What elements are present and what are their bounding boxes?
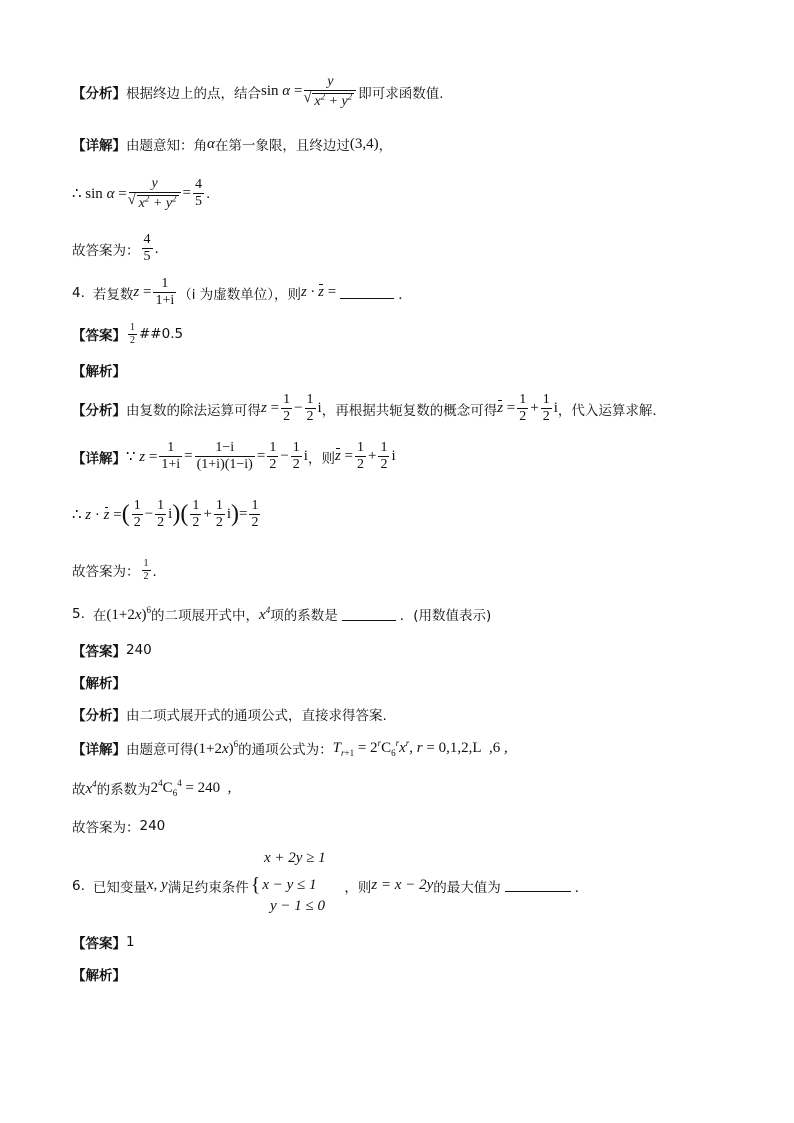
detail-tag: 【详解】: [72, 138, 126, 154]
q6-constraint-1: x + 2y ≥ 1: [264, 850, 326, 866]
q5-stem: 5. 在 $(1+2x)^6$ 的二项展开式中， $x^4$ 项的系数是 ．(用数值表示): [72, 604, 492, 624]
q6-jiexi: 【解析】: [72, 968, 126, 984]
q6-constraint-3: y − 1 ≤ 0: [270, 898, 326, 914]
q3-analysis-text1: 根据终边上的点，结合: [126, 85, 261, 102]
q5-answer: 【答案】 240: [72, 642, 152, 660]
q4-therefore: ∴ z · z = ( $\frac{1}{2}$ − $\frac{1}{2}$ i ) ( $\frac{1}{2}$ + $\frac{1}{2}$ i ) = $\frac{1}{2}$: [72, 498, 259, 531]
answer-blank: [340, 286, 394, 299]
q4-number: 4.: [72, 284, 85, 301]
q4-stem: 4. 若复数 z = $\frac{1}{1+i}$ （i 为虚数单位），则 z · z = ．: [72, 276, 412, 309]
q4-analysis: 【分析】 由复数的除法运算可得 z = $\frac{1}{2}$ − $\frac{1}{2}$ i ，再根据共轭复数的概念可得 z = $\frac{1}{2}$ + $\frac{1}{2}$ i ，代入运算求解．: [72, 392, 666, 425]
q5-jiexi: 【解析】: [72, 676, 126, 692]
q6-answer: 【答案】 1: [72, 934, 135, 952]
q6-stem: 6. 已知变量 x, y 满足约束条件 { x − y ≤ 1 ，则 z = x − 2y 的最大值为 ．: [72, 874, 589, 896]
q3-point: (3,4): [349, 135, 379, 152]
q5-analysis: 【分析】 由二项式展开式的通项公式，直接求得答案.: [72, 708, 387, 724]
q4-answer: 【答案】 $\frac{1}{2}$ ##0.5: [72, 322, 184, 346]
q4-jiexi: 【解析】: [72, 364, 126, 380]
q5-coef: 故 $x^4$ 的系数为 $2^4C_6^4 = 240$ ,: [72, 778, 232, 798]
q3-analysis-line: 【分析】 根据终边上的点，结合 sin α = y √ $x^2 + y^2$ 即可求函数值.: [72, 74, 444, 110]
q5-final: 故答案为： 240: [72, 818, 166, 836]
q4-final: 故答案为： $\frac{1}{2}$ ．: [72, 558, 166, 582]
q3-therefore-line: ∴ sin α = y √ $x^2 + y^2$ = $\frac{4}{5}$ .: [72, 176, 210, 212]
q5-detail: 【详解】 由题意可得 $(1+2x)^6$ 的通项公式为： $T_{r+1} = 2^rC_6^rx^r$, r = 0,1,2,L ,6 ,: [72, 738, 508, 758]
q3-formula-fraction: y √ $x^2 + y^2$: [304, 74, 356, 110]
q3-detail-line: 【详解】 由题意知：角 α 在第一象限，且终边过 (3,4) ，: [72, 135, 393, 154]
q3-analysis-text2: 即可求函数值.: [358, 85, 444, 102]
analysis-tag: 【分析】: [72, 85, 126, 102]
q4-detail: 【详解】 ∵ z = $\frac{1}{1+i}$ = $\frac{1-i}{(1+i)(1-i)}$ = $\frac{1}{2}$ − $\frac{1}{2}$ i ，则 z = $\frac{1}{2}$ + $\frac{1}{2}$ i: [72, 440, 396, 473]
q3-answer-line: 故答案为： $\frac{4}{5}$ .: [72, 232, 159, 265]
